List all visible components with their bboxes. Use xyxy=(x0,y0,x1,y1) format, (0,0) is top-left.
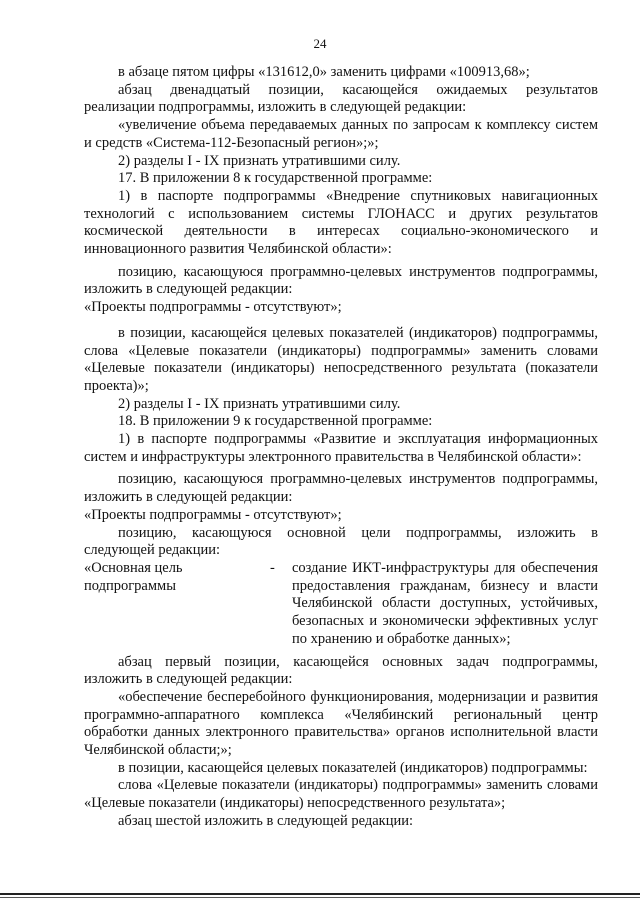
page-number: 24 xyxy=(313,36,327,51)
paragraph: в позиции, касающейся целевых показателей (индикаторов) подпрограммы: xyxy=(118,759,588,776)
paragraph: позицию, касающуюся основной цели подпрограммы, изложить в следующей редакции: xyxy=(84,524,598,559)
paragraph: 2) разделы I - IX признать утратившими силу. xyxy=(118,152,401,169)
goal-dash: - xyxy=(270,559,275,576)
goal-label: «Основная цель подпрограммы xyxy=(84,559,183,594)
paragraph: 17. В приложении 8 к государственной программе: xyxy=(118,170,433,187)
paragraph: 1) в паспорте подпрограммы «Развитие и эксплуатация информационных систем и инфраструктуры электронного правительства в Челябинской области»: xyxy=(84,431,598,465)
goal-row xyxy=(84,560,598,649)
goal-text: создание ИКТ-инфраструктуры для обеспечения предоставления гражданам, бизнесу и власти Челябинской области доступных, устойчивых, безопасных и экономически эффективных услуг по хранению и обработке данных»; xyxy=(292,559,598,647)
paragraph: в позиции, касающейся целевых показателей (индикаторов) подпрограммы, слова «Целевые показатели (индикаторы) подпрограммы» заменить словами «Целевые показатели (индикаторы) непосредственного результата (показатели проекта)»; xyxy=(84,324,598,394)
paragraph: позицию, касающуюся программно-целевых инструментов подпрограммы, изложить в следующей редакции: xyxy=(84,471,598,506)
scan-edge-line xyxy=(0,897,640,898)
paragraph: «обеспечение бесперебойного функционирования, модернизации и развития программно-аппаратного комплекса «Челябинский региональный центр обработки данных электронного правительства» органов исполнительной власти Челябинской области;»; xyxy=(84,688,598,759)
document-body xyxy=(84,64,598,831)
paragraph: слова «Целевые показатели (индикаторы) подпрограммы» заменить словами «Целевые показатели (индикаторы) непосредственного результата»; xyxy=(84,777,598,812)
paragraph: 18. В приложении 9 к государственной программе: xyxy=(118,413,433,430)
paragraph: «увеличение объема передаваемых данных по запросам к комплексу систем и средств «Система-112-Безопасный регион»;»; xyxy=(84,117,598,151)
scan-edge-line xyxy=(0,893,640,895)
quote-line: «Проекты подпрограммы - отсутствуют»; xyxy=(84,506,342,523)
quote-line: «Проекты подпрограммы - отсутствуют»; xyxy=(84,299,342,316)
paragraph: позицию, касающуюся программно-целевых инструментов подпрограммы, изложить в следующей редакции: xyxy=(84,263,598,298)
paragraph: 1) в паспорте подпрограммы «Внедрение спутниковых навигационных технологий с использованием системы ГЛОНАСС и других результатов космической деятельности в интересах социально-экономического и инновационного развития Челябинской области»: xyxy=(84,187,598,258)
paragraph: в абзаце пятом цифры «131612,0» заменить цифрами «100913,68»; xyxy=(118,64,530,80)
paragraph: 2) разделы I - IX признать утратившими силу. xyxy=(118,395,401,412)
paragraph: абзац шестой изложить в следующей редакции: xyxy=(118,812,413,829)
paragraph: абзац двенадцатый позиции, касающейся ожидаемых результатов реализации подпрограммы, изложить в следующей редакции: xyxy=(84,81,598,116)
paragraph: абзац первый позиции, касающейся основных задач подпрограммы, изложить в следующей редакции: xyxy=(84,653,598,688)
